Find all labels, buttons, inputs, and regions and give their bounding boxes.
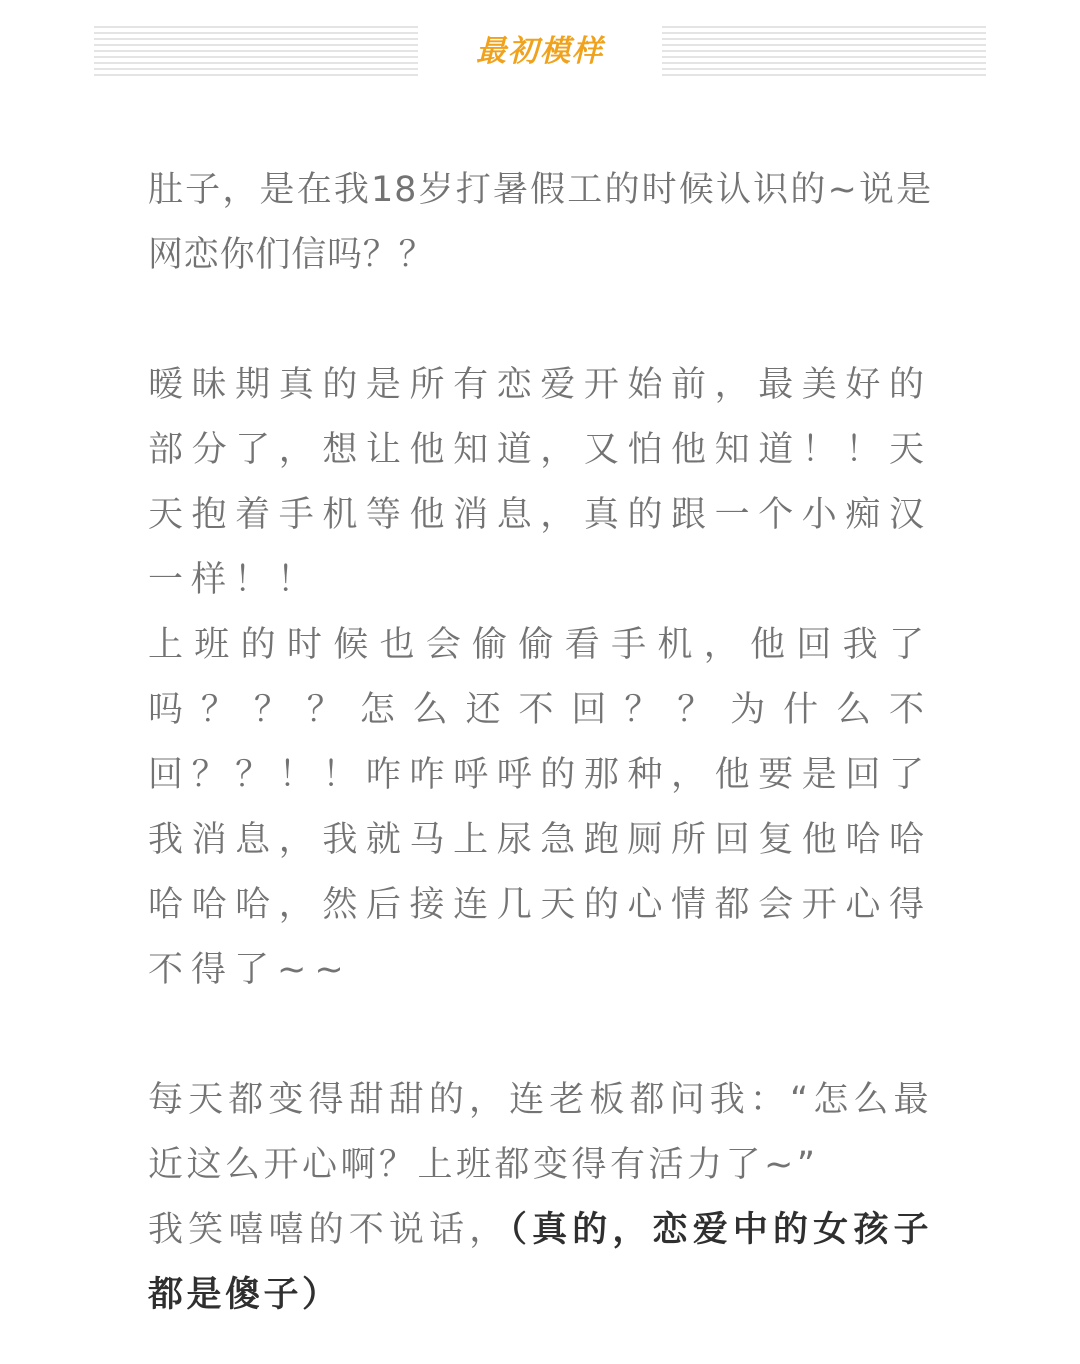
article-body <box>148 158 932 1328</box>
paragraph-meeting: 肚子，是在我18岁打暑假工的时候认识的~说是网恋你们信吗？？ <box>148 170 932 275</box>
paragraph-silly-girls <box>148 1198 932 1328</box>
emphasis-text: （真的，恋爱中的女孩子都是傻子） <box>148 1210 932 1315</box>
header-left-rule <box>94 26 418 78</box>
section-title: 最初模样 <box>476 34 604 69</box>
paragraph-text: 我笑嘻嘻的不说话， <box>148 1210 510 1250</box>
header-right-rule <box>662 26 986 78</box>
section-header <box>94 26 986 78</box>
paragraph-ambiguous-period: 暧昧期真的是所有恋爱开始前，最美好的部分了，想让他知道，又怕他知道！！天天抱着手机等他消息，真的跟一个小痴汉一样！！ <box>148 365 932 600</box>
paragraph-checking-phone: 上班的时候也会偷偷看手机，他回我了吗？？？怎么还不回？？为什么不回？？！！咋咋呼呼的那种，他要是回了我消息，我就马上尿急跑厕所回复他哈哈哈哈哈，然后接连几天的心情都会开心得不得了~~ <box>148 625 932 990</box>
paragraph-boss-question: 每天都变得甜甜的，连老板都问我：“怎么最近这么开心啊？上班都变得有活力了~” <box>148 1080 932 1185</box>
